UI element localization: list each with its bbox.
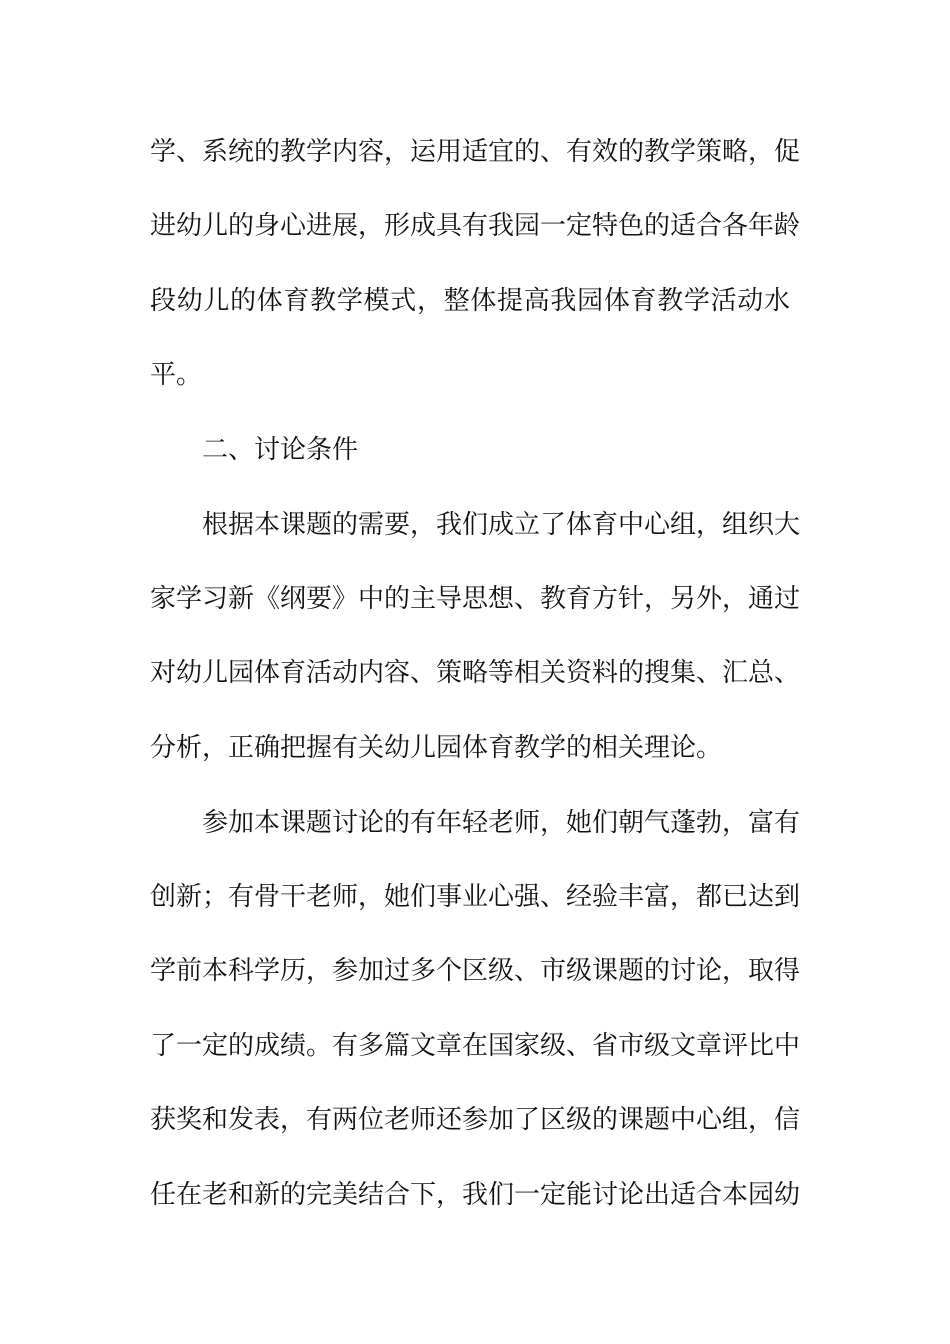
paragraph-line: 家学习新《纲要》中的主导思想、教育方针，另外，通过 bbox=[150, 584, 801, 614]
paragraph-line: 了一定的成绩。有多篇文章在国家级、省市级文章评比中 bbox=[150, 1031, 801, 1061]
paragraph-line: 学前本科学历，参加过多个区级、市级课题的讨论，取得 bbox=[150, 956, 801, 986]
paragraph-line: 参加本课题讨论的有年轻老师，她们朝气蓬勃，富有 bbox=[202, 808, 801, 838]
paragraph-line: 获奖和发表，有两位老师还参加了区级的课题中心组，信 bbox=[150, 1105, 801, 1135]
paragraph-line: 平。 bbox=[150, 360, 203, 390]
paragraph-line: 根据本课题的需要，我们成立了体育中心组，组织大 bbox=[202, 510, 801, 540]
section-heading: 二、讨论条件 bbox=[202, 435, 359, 465]
paragraph-line: 任在老和新的完美结合下，我们一定能讨论出适合本园幼 bbox=[150, 1180, 801, 1210]
paragraph-line: 对幼儿园体育活动内容、策略等相关资料的搜集、汇总、 bbox=[150, 658, 801, 688]
paragraph-line: 分析，正确把握有关幼儿园体育教学的相关理论。 bbox=[150, 733, 723, 763]
paragraph-line: 段幼儿的体育教学模式，整体提高我园体育教学活动水 bbox=[150, 286, 790, 316]
paragraph-line: 学、系统的教学内容，运用适宜的、有效的教学策略，促 bbox=[150, 137, 801, 167]
paragraph-line: 进幼儿的身心进展，形成具有我园一定特色的适合各年龄 bbox=[150, 211, 801, 241]
paragraph-line: 创新；有骨干老师，她们事业心强、经验丰富，都已达到 bbox=[150, 882, 801, 912]
